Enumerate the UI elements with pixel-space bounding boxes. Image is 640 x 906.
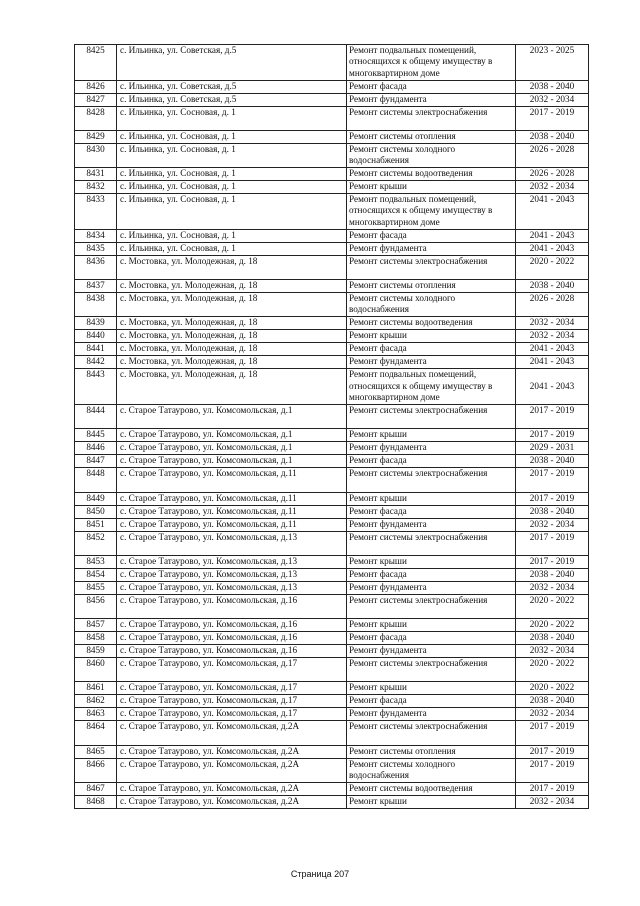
work-type-cell: Ремонт системы холодного водоснабжения <box>347 293 516 317</box>
work-type-cell: Ремонт фундамента <box>347 93 516 106</box>
period-cell: 2017 - 2019 <box>516 429 589 442</box>
row-number: 8438 <box>75 293 117 317</box>
work-type-cell: Ремонт крыши <box>347 555 516 568</box>
period-cell: 2038 - 2040 <box>516 80 589 93</box>
period-cell: 2041 - 2043 <box>516 343 589 356</box>
period-cell: 2020 - 2022 <box>516 658 589 682</box>
period-cell: 2017 - 2019 <box>516 106 589 130</box>
period-cell: 2038 - 2040 <box>516 130 589 143</box>
row-number: 8465 <box>75 745 117 758</box>
table-row <box>75 632 589 645</box>
period-cell: 2041 - 2043 <box>516 242 589 255</box>
period-cell: 2041 - 2043 <box>516 369 589 405</box>
period-cell: 2020 - 2022 <box>516 594 589 618</box>
work-type-cell: Ремонт крыши <box>347 682 516 695</box>
work-type-cell: Ремонт фасада <box>347 455 516 468</box>
row-number: 8448 <box>75 468 117 492</box>
row-number: 8441 <box>75 343 117 356</box>
work-type-cell: Ремонт фундамента <box>347 356 516 369</box>
row-number: 8453 <box>75 555 117 568</box>
table-row <box>75 645 589 658</box>
period-cell: 2038 - 2040 <box>516 695 589 708</box>
row-number: 8463 <box>75 708 117 721</box>
row-number: 8452 <box>75 531 117 555</box>
period-cell: 2038 - 2040 <box>516 280 589 293</box>
table-row <box>75 93 589 106</box>
table-row <box>75 404 589 428</box>
table-row <box>75 242 589 255</box>
table-body <box>75 45 589 809</box>
table-row <box>75 619 589 632</box>
work-type-cell: Ремонт фасада <box>347 568 516 581</box>
address-cell: с. Мостовка, ул. Молодежная, д. 18 <box>117 317 347 330</box>
work-type-cell: Ремонт системы холодного водоснабжения <box>347 143 516 167</box>
row-number: 8466 <box>75 758 117 782</box>
table-row <box>75 568 589 581</box>
address-cell: с. Старое Татаурово, ул. Комсомольская, д.16 <box>117 645 347 658</box>
period-cell: 2017 - 2019 <box>516 745 589 758</box>
work-type-cell: Ремонт фасада <box>347 695 516 708</box>
address-cell: с. Старое Татаурово, ул. Комсомольская, д.1 <box>117 455 347 468</box>
period-cell: 2041 - 2043 <box>516 194 589 230</box>
work-type-cell: Ремонт системы электроснабжения <box>347 468 516 492</box>
period-cell: 2038 - 2040 <box>516 568 589 581</box>
row-number: 8440 <box>75 330 117 343</box>
address-cell: с. Старое Татаурово, ул. Комсомольская, д.2А <box>117 721 347 745</box>
address-cell: с. Старое Татаурово, ул. Комсомольская, д.1 <box>117 429 347 442</box>
table-row <box>75 594 589 618</box>
row-number: 8433 <box>75 194 117 230</box>
row-number: 8447 <box>75 455 117 468</box>
address-cell: с. Старое Татаурово, ул. Комсомольская, д.13 <box>117 555 347 568</box>
work-type-cell: Ремонт крыши <box>347 181 516 194</box>
table-row <box>75 505 589 518</box>
period-cell: 2026 - 2028 <box>516 143 589 167</box>
row-number: 8455 <box>75 581 117 594</box>
work-type-cell: Ремонт системы водоотведения <box>347 783 516 796</box>
table-row <box>75 581 589 594</box>
work-type-cell: Ремонт фасада <box>347 505 516 518</box>
work-type-cell: Ремонт системы электроснабжения <box>347 404 516 428</box>
table-row <box>75 658 589 682</box>
period-cell: 2017 - 2019 <box>516 555 589 568</box>
table-row <box>75 429 589 442</box>
address-cell: с. Ильинка, ул. Сосновая, д. 1 <box>117 194 347 230</box>
period-cell: 2032 - 2034 <box>516 317 589 330</box>
work-type-cell: Ремонт системы водоотведения <box>347 317 516 330</box>
address-cell: с. Ильинка, ул. Сосновая, д. 1 <box>117 181 347 194</box>
table-row <box>75 80 589 93</box>
address-cell: с. Старое Татаурово, ул. Комсомольская, д.2А <box>117 783 347 796</box>
row-number: 8427 <box>75 93 117 106</box>
row-number: 8432 <box>75 181 117 194</box>
address-cell: с. Мостовка, ул. Молодежная, д. 18 <box>117 255 347 279</box>
table-row <box>75 783 589 796</box>
period-cell: 2038 - 2040 <box>516 632 589 645</box>
table-row <box>75 106 589 130</box>
address-cell: с. Ильинка, ул. Советская, д.5 <box>117 45 347 81</box>
work-type-cell: Ремонт фасада <box>347 632 516 645</box>
period-cell: 2032 - 2034 <box>516 330 589 343</box>
address-cell: с. Ильинка, ул. Сосновая, д. 1 <box>117 168 347 181</box>
period-cell: 2017 - 2019 <box>516 758 589 782</box>
work-type-cell: Ремонт фундамента <box>347 518 516 531</box>
table-row <box>75 708 589 721</box>
work-type-cell: Ремонт подвальных помещений, относящихся к общему имуществу в многоквартирном доме <box>347 369 516 405</box>
work-type-cell: Ремонт системы отопления <box>347 280 516 293</box>
address-cell: с. Старое Татаурово, ул. Комсомольская, д.2А <box>117 796 347 809</box>
address-cell: с. Мостовка, ул. Молодежная, д. 18 <box>117 356 347 369</box>
work-type-cell: Ремонт фундамента <box>347 581 516 594</box>
work-type-cell: Ремонт крыши <box>347 619 516 632</box>
work-type-cell: Ремонт системы водоотведения <box>347 168 516 181</box>
address-cell: с. Старое Татаурово, ул. Комсомольская, д.1 <box>117 404 347 428</box>
table-row <box>75 229 589 242</box>
address-cell: с. Старое Татаурово, ул. Комсомольская, д.11 <box>117 468 347 492</box>
work-type-cell: Ремонт фундамента <box>347 442 516 455</box>
table-row <box>75 194 589 230</box>
address-cell: с. Старое Татаурово, ул. Комсомольская, д.13 <box>117 581 347 594</box>
row-number: 8444 <box>75 404 117 428</box>
row-number: 8425 <box>75 45 117 81</box>
row-number: 8446 <box>75 442 117 455</box>
row-number: 8464 <box>75 721 117 745</box>
work-type-cell: Ремонт фасада <box>347 80 516 93</box>
row-number: 8429 <box>75 130 117 143</box>
row-number: 8436 <box>75 255 117 279</box>
period-cell: 2026 - 2028 <box>516 293 589 317</box>
period-cell: 2032 - 2034 <box>516 518 589 531</box>
work-type-cell: Ремонт крыши <box>347 796 516 809</box>
period-cell: 2017 - 2019 <box>516 531 589 555</box>
work-type-cell: Ремонт системы электроснабжения <box>347 255 516 279</box>
table-row <box>75 758 589 782</box>
row-number: 8461 <box>75 682 117 695</box>
address-cell: с. Старое Татаурово, ул. Комсомольская, д.1 <box>117 442 347 455</box>
row-number: 8442 <box>75 356 117 369</box>
period-cell: 2017 - 2019 <box>516 721 589 745</box>
row-number: 8430 <box>75 143 117 167</box>
table-row <box>75 745 589 758</box>
address-cell: с. Старое Татаурово, ул. Комсомольская, д.11 <box>117 492 347 505</box>
row-number: 8434 <box>75 229 117 242</box>
period-cell: 2017 - 2019 <box>516 468 589 492</box>
table-row <box>75 455 589 468</box>
table-row <box>75 130 589 143</box>
period-cell: 2020 - 2022 <box>516 255 589 279</box>
row-number: 8456 <box>75 594 117 618</box>
period-cell: 2023 - 2025 <box>516 45 589 81</box>
work-type-cell: Ремонт системы электроснабжения <box>347 531 516 555</box>
row-number: 8457 <box>75 619 117 632</box>
row-number: 8467 <box>75 783 117 796</box>
period-cell: 2032 - 2034 <box>516 796 589 809</box>
row-number: 8454 <box>75 568 117 581</box>
row-number: 8435 <box>75 242 117 255</box>
address-cell: с. Ильинка, ул. Сосновая, д. 1 <box>117 130 347 143</box>
address-cell: с. Старое Татаурово, ул. Комсомольская, д.17 <box>117 682 347 695</box>
work-type-cell: Ремонт крыши <box>347 330 516 343</box>
table-row <box>75 255 589 279</box>
address-cell: с. Мостовка, ул. Молодежная, д. 18 <box>117 369 347 405</box>
address-cell: с. Старое Татаурово, ул. Комсомольская, д.13 <box>117 531 347 555</box>
page-number: Страница 207 <box>290 869 350 879</box>
address-cell: с. Ильинка, ул. Советская, д.5 <box>117 93 347 106</box>
table-row <box>75 293 589 317</box>
period-cell: 2041 - 2043 <box>516 229 589 242</box>
address-cell: с. Старое Татаурово, ул. Комсомольская, д.17 <box>117 708 347 721</box>
address-cell: с. Старое Татаурово, ул. Комсомольская, д.16 <box>117 632 347 645</box>
work-type-cell: Ремонт системы электроснабжения <box>347 721 516 745</box>
row-number: 8468 <box>75 796 117 809</box>
address-cell: с. Старое Татаурово, ул. Комсомольская, д.11 <box>117 505 347 518</box>
period-cell: 2041 - 2043 <box>516 356 589 369</box>
address-cell: с. Старое Татаурово, ул. Комсомольская, д.17 <box>117 695 347 708</box>
table-row <box>75 555 589 568</box>
work-type-cell: Ремонт крыши <box>347 429 516 442</box>
address-cell: с. Старое Татаурово, ул. Комсомольская, д.11 <box>117 518 347 531</box>
table-row <box>75 796 589 809</box>
work-type-cell: Ремонт системы холодного водоснабжения <box>347 758 516 782</box>
work-type-cell: Ремонт системы отопления <box>347 745 516 758</box>
work-type-cell: Ремонт крыши <box>347 492 516 505</box>
period-cell: 2032 - 2034 <box>516 581 589 594</box>
period-cell: 2029 - 2031 <box>516 442 589 455</box>
address-cell: с. Мостовка, ул. Молодежная, д. 18 <box>117 330 347 343</box>
address-cell: с. Ильинка, ул. Сосновая, д. 1 <box>117 229 347 242</box>
table-row <box>75 492 589 505</box>
period-cell: 2020 - 2022 <box>516 619 589 632</box>
table-row <box>75 531 589 555</box>
table-row <box>75 356 589 369</box>
address-cell: с. Старое Татаурово, ул. Комсомольская, д.16 <box>117 594 347 618</box>
address-cell: с. Ильинка, ул. Сосновая, д. 1 <box>117 143 347 167</box>
period-cell: 2017 - 2019 <box>516 783 589 796</box>
address-cell: с. Старое Татаурово, ул. Комсомольская, д.16 <box>117 619 347 632</box>
table-row <box>75 330 589 343</box>
repair-schedule-table <box>74 44 589 809</box>
address-cell: с. Старое Татаурово, ул. Комсомольская, д.13 <box>117 568 347 581</box>
work-type-cell: Ремонт фундамента <box>347 645 516 658</box>
table-row <box>75 168 589 181</box>
row-number: 8451 <box>75 518 117 531</box>
row-number: 8459 <box>75 645 117 658</box>
row-number: 8462 <box>75 695 117 708</box>
period-cell: 2017 - 2019 <box>516 492 589 505</box>
row-number: 8439 <box>75 317 117 330</box>
table-row <box>75 181 589 194</box>
work-type-cell: Ремонт подвальных помещений, относящихся к общему имуществу в многоквартирном доме <box>347 45 516 81</box>
work-type-cell: Ремонт системы отопления <box>347 130 516 143</box>
work-type-cell: Ремонт системы электроснабжения <box>347 106 516 130</box>
period-cell: 2032 - 2034 <box>516 181 589 194</box>
period-cell: 2017 - 2019 <box>516 404 589 428</box>
row-number: 8458 <box>75 632 117 645</box>
period-cell: 2032 - 2034 <box>516 645 589 658</box>
row-number: 8431 <box>75 168 117 181</box>
table-row <box>75 317 589 330</box>
table-row <box>75 518 589 531</box>
table-row <box>75 369 589 405</box>
period-cell: 2026 - 2028 <box>516 168 589 181</box>
table-row <box>75 468 589 492</box>
row-number: 8445 <box>75 429 117 442</box>
work-type-cell: Ремонт фасада <box>347 343 516 356</box>
work-type-cell: Ремонт фасада <box>347 229 516 242</box>
address-cell: с. Старое Татаурово, ул. Комсомольская, д.2А <box>117 745 347 758</box>
work-type-cell: Ремонт системы электроснабжения <box>347 594 516 618</box>
period-cell: 2038 - 2040 <box>516 505 589 518</box>
period-cell: 2032 - 2034 <box>516 93 589 106</box>
address-cell: с. Мостовка, ул. Молодежная, д. 18 <box>117 293 347 317</box>
row-number: 8450 <box>75 505 117 518</box>
period-cell: 2032 - 2034 <box>516 708 589 721</box>
row-number: 8443 <box>75 369 117 405</box>
period-cell: 2020 - 2022 <box>516 682 589 695</box>
work-type-cell: Ремонт фундамента <box>347 242 516 255</box>
table-row <box>75 143 589 167</box>
row-number: 8437 <box>75 280 117 293</box>
row-number: 8449 <box>75 492 117 505</box>
address-cell: с. Ильинка, ул. Советская, д.5 <box>117 80 347 93</box>
address-cell: с. Ильинка, ул. Сосновая, д. 1 <box>117 106 347 130</box>
table-row <box>75 280 589 293</box>
table-row <box>75 721 589 745</box>
row-number: 8428 <box>75 106 117 130</box>
table-row <box>75 442 589 455</box>
work-type-cell: Ремонт подвальных помещений, относящихся к общему имуществу в многоквартирном доме <box>347 194 516 230</box>
address-cell: с. Ильинка, ул. Сосновая, д. 1 <box>117 242 347 255</box>
address-cell: с. Мостовка, ул. Молодежная, д. 18 <box>117 343 347 356</box>
work-type-cell: Ремонт системы электроснабжения <box>347 658 516 682</box>
row-number: 8460 <box>75 658 117 682</box>
address-cell: с. Мостовка, ул. Молодежная, д. 18 <box>117 280 347 293</box>
period-cell: 2038 - 2040 <box>516 455 589 468</box>
table-row <box>75 45 589 81</box>
address-cell: с. Старое Татаурово, ул. Комсомольская, д.2А <box>117 758 347 782</box>
table-row <box>75 343 589 356</box>
table-row <box>75 695 589 708</box>
row-number: 8426 <box>75 80 117 93</box>
address-cell: с. Старое Татаурово, ул. Комсомольская, д.17 <box>117 658 347 682</box>
table-row <box>75 682 589 695</box>
work-type-cell: Ремонт фундамента <box>347 708 516 721</box>
